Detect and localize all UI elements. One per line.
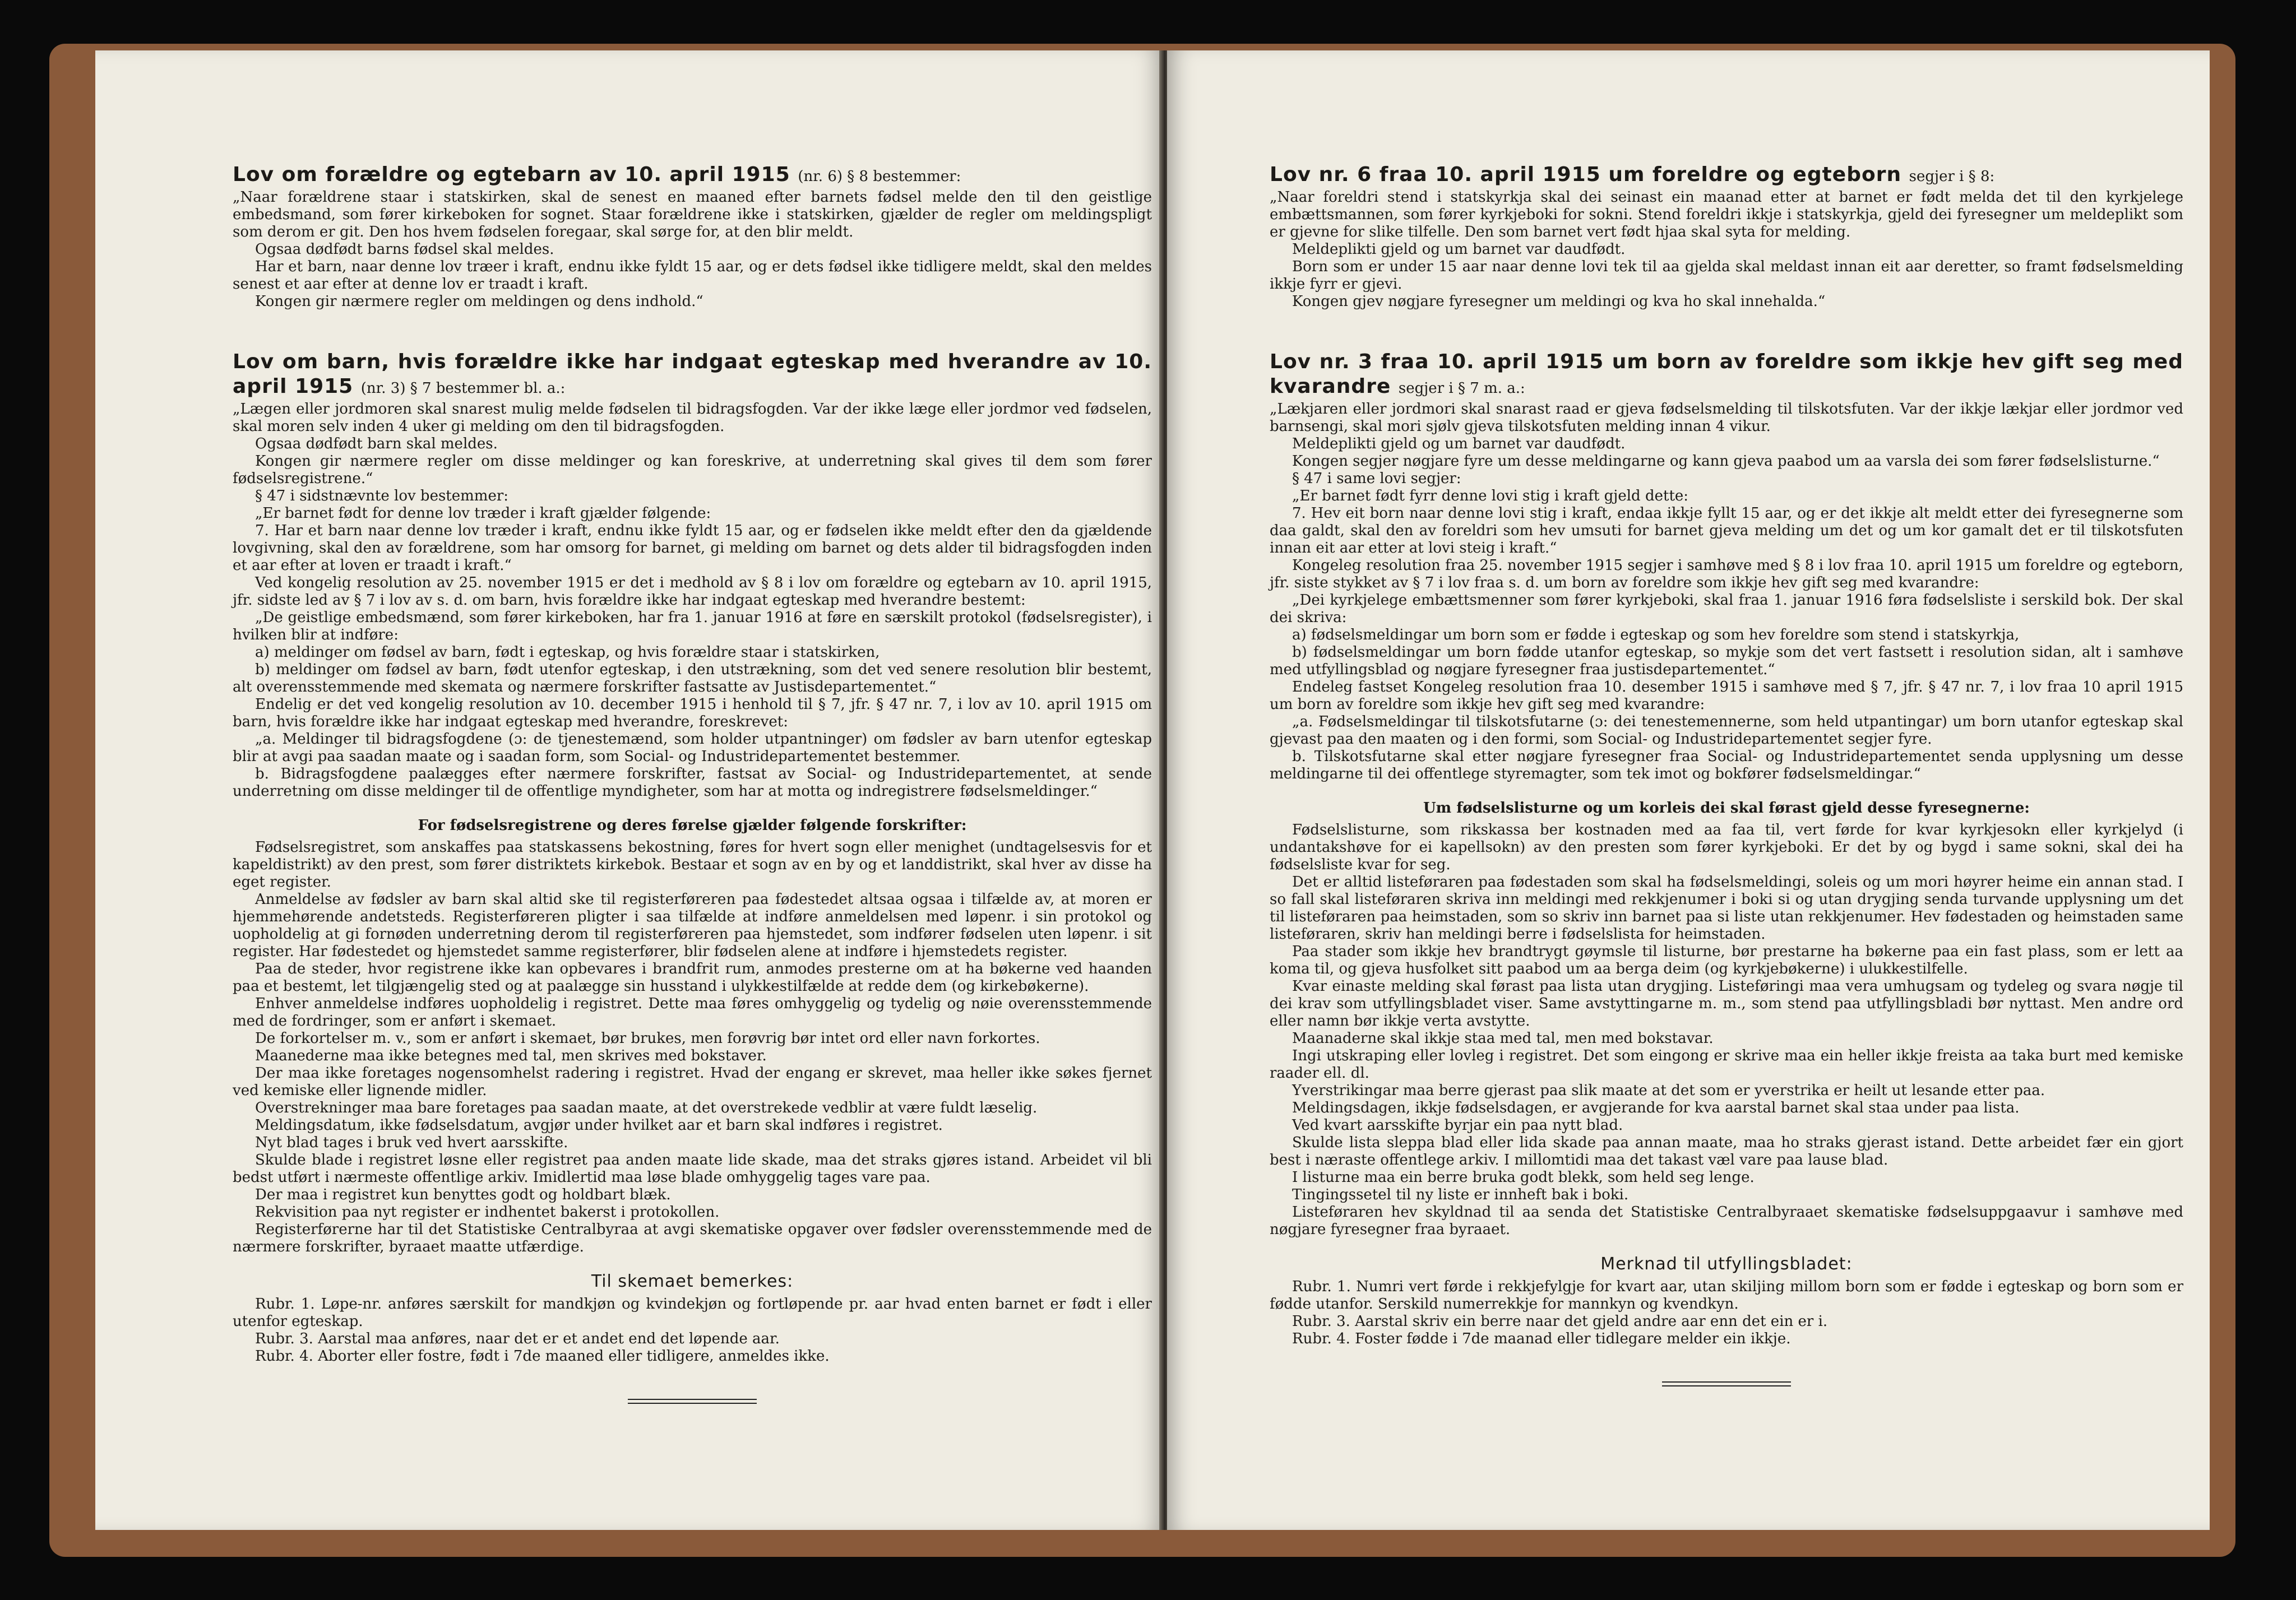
paragraph: Yverstrikingar maa berre gjerast paa slik maate at det som er yverstrika er heilt ut lesande etter paa. xyxy=(1292,1082,2045,1099)
right-section-1 xyxy=(1270,163,2183,310)
paragraph: Listeføraren hev skyldnad til aa senda det Statistiske Centralbyraaet skematiske fødselsuppgaavur i samhøve med nøgjare fyresegner fraa byraaet. xyxy=(1270,1204,2183,1238)
paragraph: Der maa i registret kun benyttes godt og holdbart blæk. xyxy=(255,1186,671,1203)
paragraph: 7. Hev eit born naar denne lovi stig i kraft, endaa ikkje fyllt 15 aar, og er det ikkje alt meldt etter dei fyresegnerne som daa galdt, skal den av foreldri som hev umsuti for barnet gjeva melding um det og um kor gamalt det er til tilskotsfuten innan eit aar etter at lovi steig i kraft.“ xyxy=(1270,505,2183,556)
paragraph: Overstrekninger maa bare foretages paa saadan maate, at det overstrekede vedblir at være fuldt læselig. xyxy=(255,1100,1038,1116)
paragraph: Fødselslisturne, som rikskassa ber kostnaden med aa faa til, vert førde for kvar kyrkjesokn eller kyrkjelyd (i undantakshøve for ei kapellsokn) av den presten som fører kyrkjeboki. Er det by og bygd i same sokni, skal dei ha fødselsliste kvar for seg. xyxy=(1270,822,2183,873)
right-rules-heading: Um fødselslisturne og um korleis dei skal førast gjeld desse fyresegnerne: xyxy=(1423,800,2030,817)
paragraph: b. Bidragsfogdene paalægges efter nærmere forskrifter, fastsat av Social- og Industridepartementet, at sende underretning om disse meldinger til de offentlige myndigheter, som har at motta og indregistrere fødselsmeldinger.“ xyxy=(233,766,1152,800)
left-rubric-heading: Til skemaet bemerkes: xyxy=(591,1272,794,1291)
paragraph: Paa de steder, hvor registrene ikke kan opbevares i brandfrit rum, anmodes presterne om at ha bøkerne ved haanden paa et bestemt, let tilgjængelig sted og at paalægge sin husstand i ulykkestilfælde at redde dem (og kirkebøkerne). xyxy=(233,961,1152,995)
left-section-2-heading: Lov om barn, hvis forældre ikke har indgaat egteskap med hverandre av 10. april 1915 (nr. 3) § 7 bestemmer bl. a.: xyxy=(233,350,1152,398)
paragraph: Ogsaa dødfødt barn skal meldes. xyxy=(255,435,498,452)
paragraph: Kvar einaste melding skal førast paa lista utan drygjing. Listeføringi maa vera umhugsam og tydeleg og svara nøgje til dei krav som utfyllingsbladet viser. Same avstyttingarne m. m., som stend paa utfyllingsbladi bør nyttast. Men andre ord eller namn bør ikkje verta avstytte. xyxy=(1270,978,2183,1029)
paragraph: a) meldinger om fødsel av barn, født i egteskap, og hvis forældre staar i statskirken, xyxy=(255,644,880,661)
rubric-item: Rubr. 3. Aarstal skriv ein berre naar det gjeld andre aar enn det ein er i. xyxy=(1292,1313,1828,1330)
paragraph: Kongen gjev nøgjare fyresegner um meldingi og kva ho skal innehalda.“ xyxy=(1292,293,1826,310)
paragraph: Meldingsdagen, ikkje fødselsdagen, er avgjerande for kva aarstal barnet skal staa under paa lista. xyxy=(1292,1100,2020,1116)
paragraph: § 47 i same lovi segjer: xyxy=(1292,470,1461,487)
paragraph: „Lægen eller jordmoren skal snarest mulig melde fødselen til bidragsfogden. Var der ikke læge eller jordmor ved fødselen, skal moren selv inden 4 uker gi melding om den til bidragsfogden. xyxy=(233,401,1152,435)
paragraph: Endeleg fastset Kongeleg resolution fraa 10. desember 1915 i samhøve med § 7, jfr. § 47 nr. 7, i lov fraa 10 april 1915 um born av foreldre som ikkje hev gift seg med kvarandre: xyxy=(1270,679,2183,713)
paragraph: a) fødselsmeldingar um born som er fødde i egteskap og som hev foreldre som stend i statskyrkja, xyxy=(1292,627,2020,643)
right-rubric-heading: Merknad til utfyllingsbladet: xyxy=(1600,1254,1853,1274)
right-section-1-heading: Lov nr. 6 fraa 10. april 1915 um foreldre og egteborn segjer i § 8: xyxy=(1270,163,1995,186)
paragraph: „a. Fødselsmeldingar til tilskotsfutarne (ɔ: dei tenestemennerne, som held utpantingar) um born utanfor egteskap skal gjevast paa den maaten og i den formi, som Social- og Industridepartementet segjer fyre. xyxy=(1270,713,2183,748)
right-page xyxy=(1167,50,2210,1530)
rubric-item: Rubr. 1. Løpe-nr. anføres særskilt for mandkjøn og kvindekjøn og fortløpende pr. aar hvad enten barnet er født i eller utenfor egteskap. xyxy=(233,1296,1152,1330)
paragraph: Kongeleg resolution fraa 25. november 1915 segjer i samhøve med § 8 i lov fraa 10. april 1915 um foreldre og egteborn, jfr. siste stykket av § 7 i lov fraa s. d. um born av foreldre som ikkje hev gift seg med kvarandre: xyxy=(1270,557,2183,591)
paragraph: Rekvisition paa nyt register er indhentet bakerst i protokollen. xyxy=(255,1204,720,1221)
paragraph: Det er alltid listeføraren paa fødestaden som skal ha fødselsmeldingi, soleis og um mori høyrer heime ein annan stad. I so fall skal listeføraren skriva inn meldingi med rekkjenumer i boki si og utan drygjing senda turvande upplysning um det til listeføraren paa heimstaden, som so skriv inn barnet paa si liste utan rekkjenumer. Hev fødestaden og heimstaden same listeføraren, skriv han meldingi berre i fødselslista for heimstaden. xyxy=(1270,874,2183,943)
divider xyxy=(628,1399,757,1404)
paragraph: Registerførerne har til det Statistiske Centralbyraa at avgi skematiske opgaver over fødsler overensstemmende med de nærmere forskrifter, byraaet maatte utfærdige. xyxy=(233,1221,1152,1255)
paragraph: „Dei kyrkjelege embættsmenner som fører kyrkjeboki, skal fraa 1. januar 1916 føra fødselsliste i serskild bok. Der skal dei skriva: xyxy=(1270,592,2183,626)
paragraph: Endelig er det ved kongelig resolution av 10. december 1915 i henhold til § 7, jfr. § 47 nr. 7, i lov av 10. april 1915 om barn, hvis forældre ikke har indgaat egteskap med hverandre, foreskrevet: xyxy=(233,696,1152,730)
paragraph: Skulde blade i registret løsne eller registret paa anden maate lide skade, maa det straks gjøres istand. Arbeidet vil bli bedst utført i nærmeste offentlige arkiv. Imidlertid maa løse blade omhyggelig tages vare paa. xyxy=(233,1152,1152,1186)
paragraph: Kongen segjer nøgjare fyre um desse meldingarne og kann gjeva paabod um aa varsla dei som fører fødselslisturne.“ xyxy=(1292,453,2160,470)
rubric-item: Rubr. 4. Aborter eller fostre, født i 7de maaned eller tidligere, anmeldes ikke. xyxy=(255,1348,830,1365)
paragraph: § 47 i sidstnævnte lov bestemmer: xyxy=(255,488,509,504)
paragraph: „Er barnet født for denne lov træder i kraft gjælder følgende: xyxy=(255,505,711,522)
rubric-item: Rubr. 1. Numri vert førde i rekkjefylgje for kvart aar, utan skiljing millom born som er fødde i egteskap og born som er fødde utanfor. Serskild numerrekkje for mannkyn og kvendkyn. xyxy=(1270,1278,2183,1313)
paragraph: b. Tilskotsfutarne skal etter nøgjare fyresegner fraa Social- og Industridepartementet senda upplysning um desse meldingarne til dei offentlege styremagter, som tek imot og bokfører fødselsmeldingar.“ xyxy=(1270,748,2183,782)
right-section-2 xyxy=(1270,350,2183,783)
paragraph: Nyt blad tages i bruk ved hvert aarsskifte. xyxy=(255,1134,568,1151)
right-section-2-heading: Lov nr. 3 fraa 10. april 1915 um born av foreldre som ikkje hev gift seg med kvarandre segjer i § 7 m. a.: xyxy=(1270,350,2183,398)
paragraph: Tingingssetel til ny liste er innheft bak i boki. xyxy=(1292,1186,1629,1203)
paragraph: „Naar forældrene staar i statskirken, skal de senest en maaned efter barnets fødsel melde den til den geistlige embedsmand, som fører kirkeboken for sognet. Staar forældrene ikke i statskirken, gjælder de regler om meldingspligt som derom er git. Den hos hvem fødselen foregaar, skal sørge for, at den blir meldt. xyxy=(233,189,1152,240)
paragraph: 7. Har et barn naar denne lov træder i kraft, endnu ikke fyldt 15 aar, og er fødselen ikke meldt efter den da gjældende lovgivning, skal den av forældrene, som har omsorg for barnet, gi melding om barnet og dets alder til bidragsfogden inden et aar efter at loven er traadt i kraft.“ xyxy=(233,522,1152,574)
paragraph: Maanederne maa ikke betegnes med tal, men skrives med bokstaver. xyxy=(255,1047,767,1064)
left-section-1 xyxy=(233,163,1152,310)
paragraph: Skulde lista sleppa blad eller lida skade paa annan maate, maa ho straks gjerast istand. Dette arbeidet fær ein gjort best i næraste offentlege arkiv. I millomtidi maa det takast væl vare paa lause blad. xyxy=(1270,1134,2183,1168)
left-rules-heading: For fødselsregistrene og deres førelse gjælder følgende forskrifter: xyxy=(418,817,967,834)
paragraph: b) meldinger om fødsel av barn, født utenfor egteskap, i den utstrækning, som det ved senere resolution blir bestemt, alt overensstemmende med skemata og nærmere forskrifter fastsatte av Justisdepartementet.“ xyxy=(233,661,1152,695)
paragraph: De forkortelser m. v., som er anført i skemaet, bør brukes, men forøvrig bør intet ord eller navn forkortes. xyxy=(255,1030,1040,1047)
rubric-item: Rubr. 4. Foster fødde i 7de maanad eller tidlegare melder ein ikkje. xyxy=(1292,1330,1791,1347)
paragraph: I listurne maa ein berre bruka godt blekk, som held seg lenge. xyxy=(1292,1169,1755,1186)
left-page xyxy=(95,50,1163,1530)
paragraph: Meldeplikti gjeld og um barnet var daudfødt. xyxy=(1292,241,1626,258)
paragraph: Ved kvart aarsskifte byrjar ein paa nytt blad. xyxy=(1292,1117,1623,1134)
paragraph: „Er barnet født fyrr denne lovi stig i kraft gjeld dette: xyxy=(1292,488,1689,504)
paragraph: Ved kongelig resolution av 25. november 1915 er det i medhold av § 8 i lov om forældre og egtebarn av 10. april 1915, jfr. sidste led av § 7 i lov av s. d. om barn, hvis forældre ikke har indgaat egteskap med hverandre bestemt: xyxy=(233,574,1152,609)
paragraph: Meldeplikti gjeld og um barnet var daudfødt. xyxy=(1292,435,1626,452)
left-section-1-heading: Lov om forældre og egtebarn av 10. april 1915 (nr. 6) § 8 bestemmer: xyxy=(233,163,961,186)
paragraph: „Naar foreldri stend i statskyrkja skal dei seinast ein maanad etter at barnet er født melda det til den kyrkjelege embættsmannen, som fører kyrkjeboki for sokni. Stend foreldri ikkje i statskyrkja, gjeld dei fyresegner um meldeplikt som er gjevne for slike tilfelle. Den som barnet vert født hjaa skal syta for melding. xyxy=(1270,189,2183,240)
paragraph: Kongen gir nærmere regler om meldingen og dens indhold.“ xyxy=(255,293,703,310)
paragraph: Anmeldelse av fødsler av barn skal altid ske til registerføreren paa fødestedet altsaa ogsaa i tilfælde av, at moren er hjemmehørende andetsteds. Registerføreren pligter i saa tilfælde at indføre anmeldelsen med løpenr. i sin protokol og uopholdelig at gi fornøden underretning derom til registerføreren paa hjemstedet, som indfører fødselen uten løpenr. i sit register. Har fødestedet og hjemstedet samme registerfører, blir fødselen alene at indføre i hjemstedets register. xyxy=(233,891,1152,960)
left-section-2 xyxy=(233,350,1152,800)
paragraph: Enhver anmeldelse indføres uopholdelig i registret. Dette maa føres omhyggelig og tydelig og nøie overensstemmende med de fordringer, som er anført i skemaet. xyxy=(233,995,1152,1029)
paragraph: Born som er under 15 aar naar denne lovi tek til aa gjelda skal meldast innan eit aar deretter, so framt fødselsmelding ikkje fyrr er gjevi. xyxy=(1270,258,2183,293)
paragraph: Ogsaa dødfødt barns fødsel skal meldes. xyxy=(255,241,554,258)
paragraph: Fødselsregistret, som anskaffes paa statskassens bekostning, føres for hvert sogn eller menighet (undtagelsesvis for et kapeldistrikt) av den prest, som fører distriktets kirkebok. Bestaar et sogn av en by og et landdistrikt, skal hver av disse ha eget register. xyxy=(233,839,1152,891)
paragraph: Kongen gir nærmere regler om disse meldinger og kan foreskrive, at underretning skal gives til dem som fører fødselsregistrene.“ xyxy=(233,453,1152,487)
paragraph: „De geistlige embedsmænd, som fører kirkeboken, har fra 1. januar 1916 at føre en særskilt protokol (fødselsregister), i hvilken blir at indføre: xyxy=(233,609,1152,643)
paragraph: b) fødselsmeldingar um born fødde utanfor egteskap, so mykje som det vert fastsett i resolution sidan, alt i samhøve med utfyllingsblad og nøgjare fyresegner fraa justisdepartementet.“ xyxy=(1270,644,2183,678)
paragraph: Der maa ikke foretages nogensomhelst radering i registret. Hvad der engang er skrevet, maa heller ikke søkes fjernet ved kemiske eller lignende midler. xyxy=(233,1065,1152,1099)
paragraph: „Lækjaren eller jordmori skal snarast raad er gjeva fødselsmelding til tilskotsfuten. Var der ikkje lækjar eller jordmor ved barnsengi, skal mori sjølv gjeva tilskotsfuten melding innan 4 vikur. xyxy=(1270,401,2183,435)
paragraph: Ingi utskraping eller lovleg i registret. Det som eingong er skrive maa ein heller ikkje freista aa taka burt med kemiske raader ell. dl. xyxy=(1270,1047,2183,1082)
paragraph: Paa stader som ikkje hev brandtrygt gøymsle til listurne, bør prestarne ha bøkerne paa ein fast plass, som er lett aa koma til, og gjeva husfolket sitt paabod um aa berga deim (og kyrkjebøkerne) i ulukkestilfelle. xyxy=(1270,943,2183,977)
paragraph: „a. Meldinger til bidragsfogdene (ɔ: de tjenestemænd, som holder utpantninger) om fødsler av barn utenfor egteskap blir at avgi paa saadan maate og i saadan form, som Social- og Industridepartementet bestemmer. xyxy=(233,731,1152,765)
right-column xyxy=(1270,163,2183,1386)
paragraph: Har et barn, naar denne lov træer i kraft, endnu ikke fyldt 15 aar, og er dets fødsel ikke tidligere meldt, skal den meldes senest et aar efter at denne lov er traadt i kraft. xyxy=(233,258,1152,293)
divider xyxy=(1662,1381,1791,1386)
paragraph: Maanaderne skal ikkje staa med tal, men med bokstavar. xyxy=(1292,1030,1714,1047)
rubric-item: Rubr. 3. Aarstal maa anføres, naar det er et andet end det løpende aar. xyxy=(255,1330,780,1347)
left-column xyxy=(233,163,1152,1404)
paragraph: Meldingsdatum, ikke fødselsdatum, avgjør under hvilket aar et barn skal indføres i registret. xyxy=(255,1117,943,1134)
